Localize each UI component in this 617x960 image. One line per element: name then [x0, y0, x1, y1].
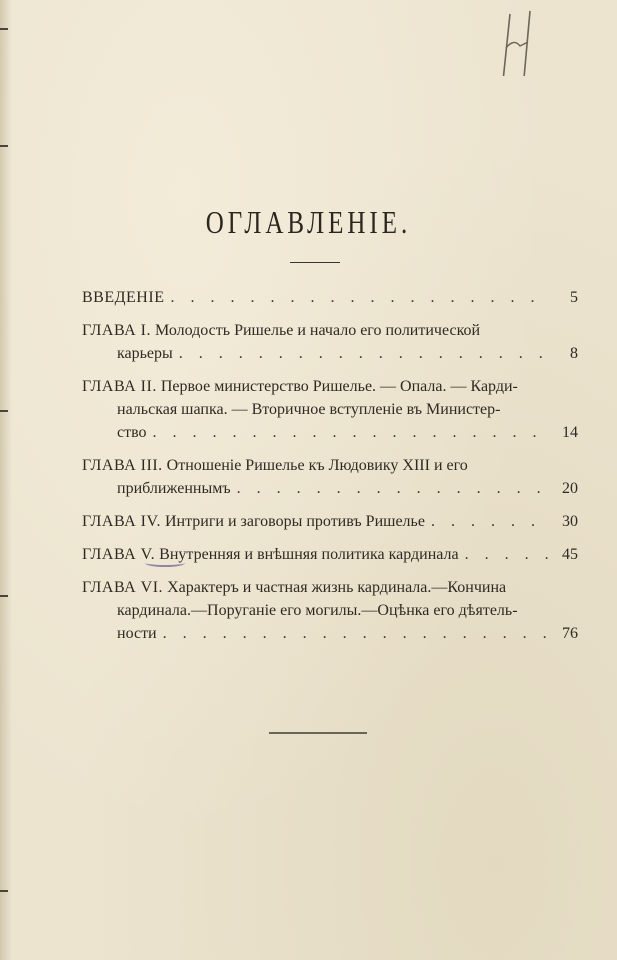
- toc-entry-last-line: [82, 421, 578, 444]
- chapter-title-text: Характеръ и частная жизнь кардинала.—Кончина: [167, 579, 507, 596]
- chapter-title-text: приближеннымъ: [117, 480, 231, 497]
- chapter-label: ВВЕДЕНІЕ: [82, 289, 165, 306]
- toc-entry: [82, 576, 578, 645]
- toc-entry-last-line: [82, 477, 578, 500]
- toc-entry-last-line: [82, 342, 578, 365]
- dot-leader: [163, 622, 550, 645]
- page-number: 14: [562, 424, 578, 441]
- page-number: 45: [562, 546, 578, 563]
- dot-leader: [153, 421, 550, 444]
- chapter-title-text: Внутренняя и внѣшняя политика кардинала: [159, 546, 459, 563]
- toc-entry-line: [82, 576, 578, 599]
- binding-mark: [0, 28, 8, 30]
- chapter-title-text: Интриги и заговоры противъ Ришелье: [165, 513, 425, 530]
- toc-entry-line: [82, 599, 578, 622]
- chapter-title-text: Отношеніе Ришелье къ Людовику XIII и его: [166, 457, 468, 474]
- chapter-label: ГЛАВА III.: [82, 457, 163, 474]
- toc-entry: [82, 286, 578, 309]
- binding-mark: [0, 890, 8, 892]
- toc-entry: [82, 375, 578, 444]
- chapter-title-text: кардинала.—Поруганіе его могилы.—Оцѣнка его дѣятель-: [117, 602, 518, 619]
- chapter-label: ГЛАВА V.: [82, 546, 156, 563]
- chapter-title-text: ство: [117, 424, 147, 441]
- handwritten-mark-icon: [500, 6, 540, 76]
- chapter-label: ГЛАВА VI.: [82, 579, 164, 596]
- chapter-label: ГЛАВА I.: [82, 322, 151, 339]
- toc-entry-last-line: [82, 622, 578, 645]
- chapter-title-text: ности: [117, 625, 157, 642]
- dot-leader: [179, 342, 550, 365]
- binding-mark: [0, 595, 8, 597]
- toc-entry: [82, 510, 578, 533]
- toc-entry: [82, 319, 578, 365]
- chapter-title-text: Молодость Ришелье и начало его политической: [155, 322, 481, 339]
- dot-leader: [465, 543, 550, 566]
- page-number: 30: [562, 513, 578, 530]
- dot-leader: [170, 286, 550, 309]
- toc-entry-line: [82, 319, 578, 342]
- toc-entry-last-line: [82, 510, 578, 533]
- toc-entry-line: [82, 454, 578, 477]
- table-of-contents: [82, 286, 578, 655]
- chapter-title-text: нальская шапка. — Вторичное вступленіе въ Министер-: [117, 401, 501, 418]
- chapter-label: ГЛАВА IV.: [82, 513, 161, 530]
- chapter-label: ГЛАВА II.: [82, 378, 157, 395]
- pencil-underline: [145, 559, 185, 567]
- toc-entry-line: [82, 375, 578, 398]
- end-divider: [269, 732, 367, 734]
- page-number: 76: [562, 625, 578, 642]
- page-number: 20: [562, 480, 578, 497]
- binding-mark: [0, 410, 8, 412]
- chapter-title-text: карьеры: [117, 345, 173, 362]
- title-divider: [290, 262, 340, 263]
- page-number: 8: [570, 345, 578, 362]
- binding-mark: [0, 145, 8, 147]
- chapter-title-text: Первое министерство Ришелье. — Опала. — Карди-: [160, 378, 518, 395]
- dot-leader: [237, 477, 550, 500]
- toc-entry: [82, 454, 578, 500]
- toc-entry-last-line: [82, 286, 578, 309]
- toc-entry-line: [82, 398, 578, 421]
- page-title: ОГЛАВЛЕНІЕ.: [205, 206, 412, 241]
- dot-leader: [431, 510, 550, 533]
- page-edge-shadow: [0, 0, 12, 960]
- page-number: 5: [570, 289, 578, 306]
